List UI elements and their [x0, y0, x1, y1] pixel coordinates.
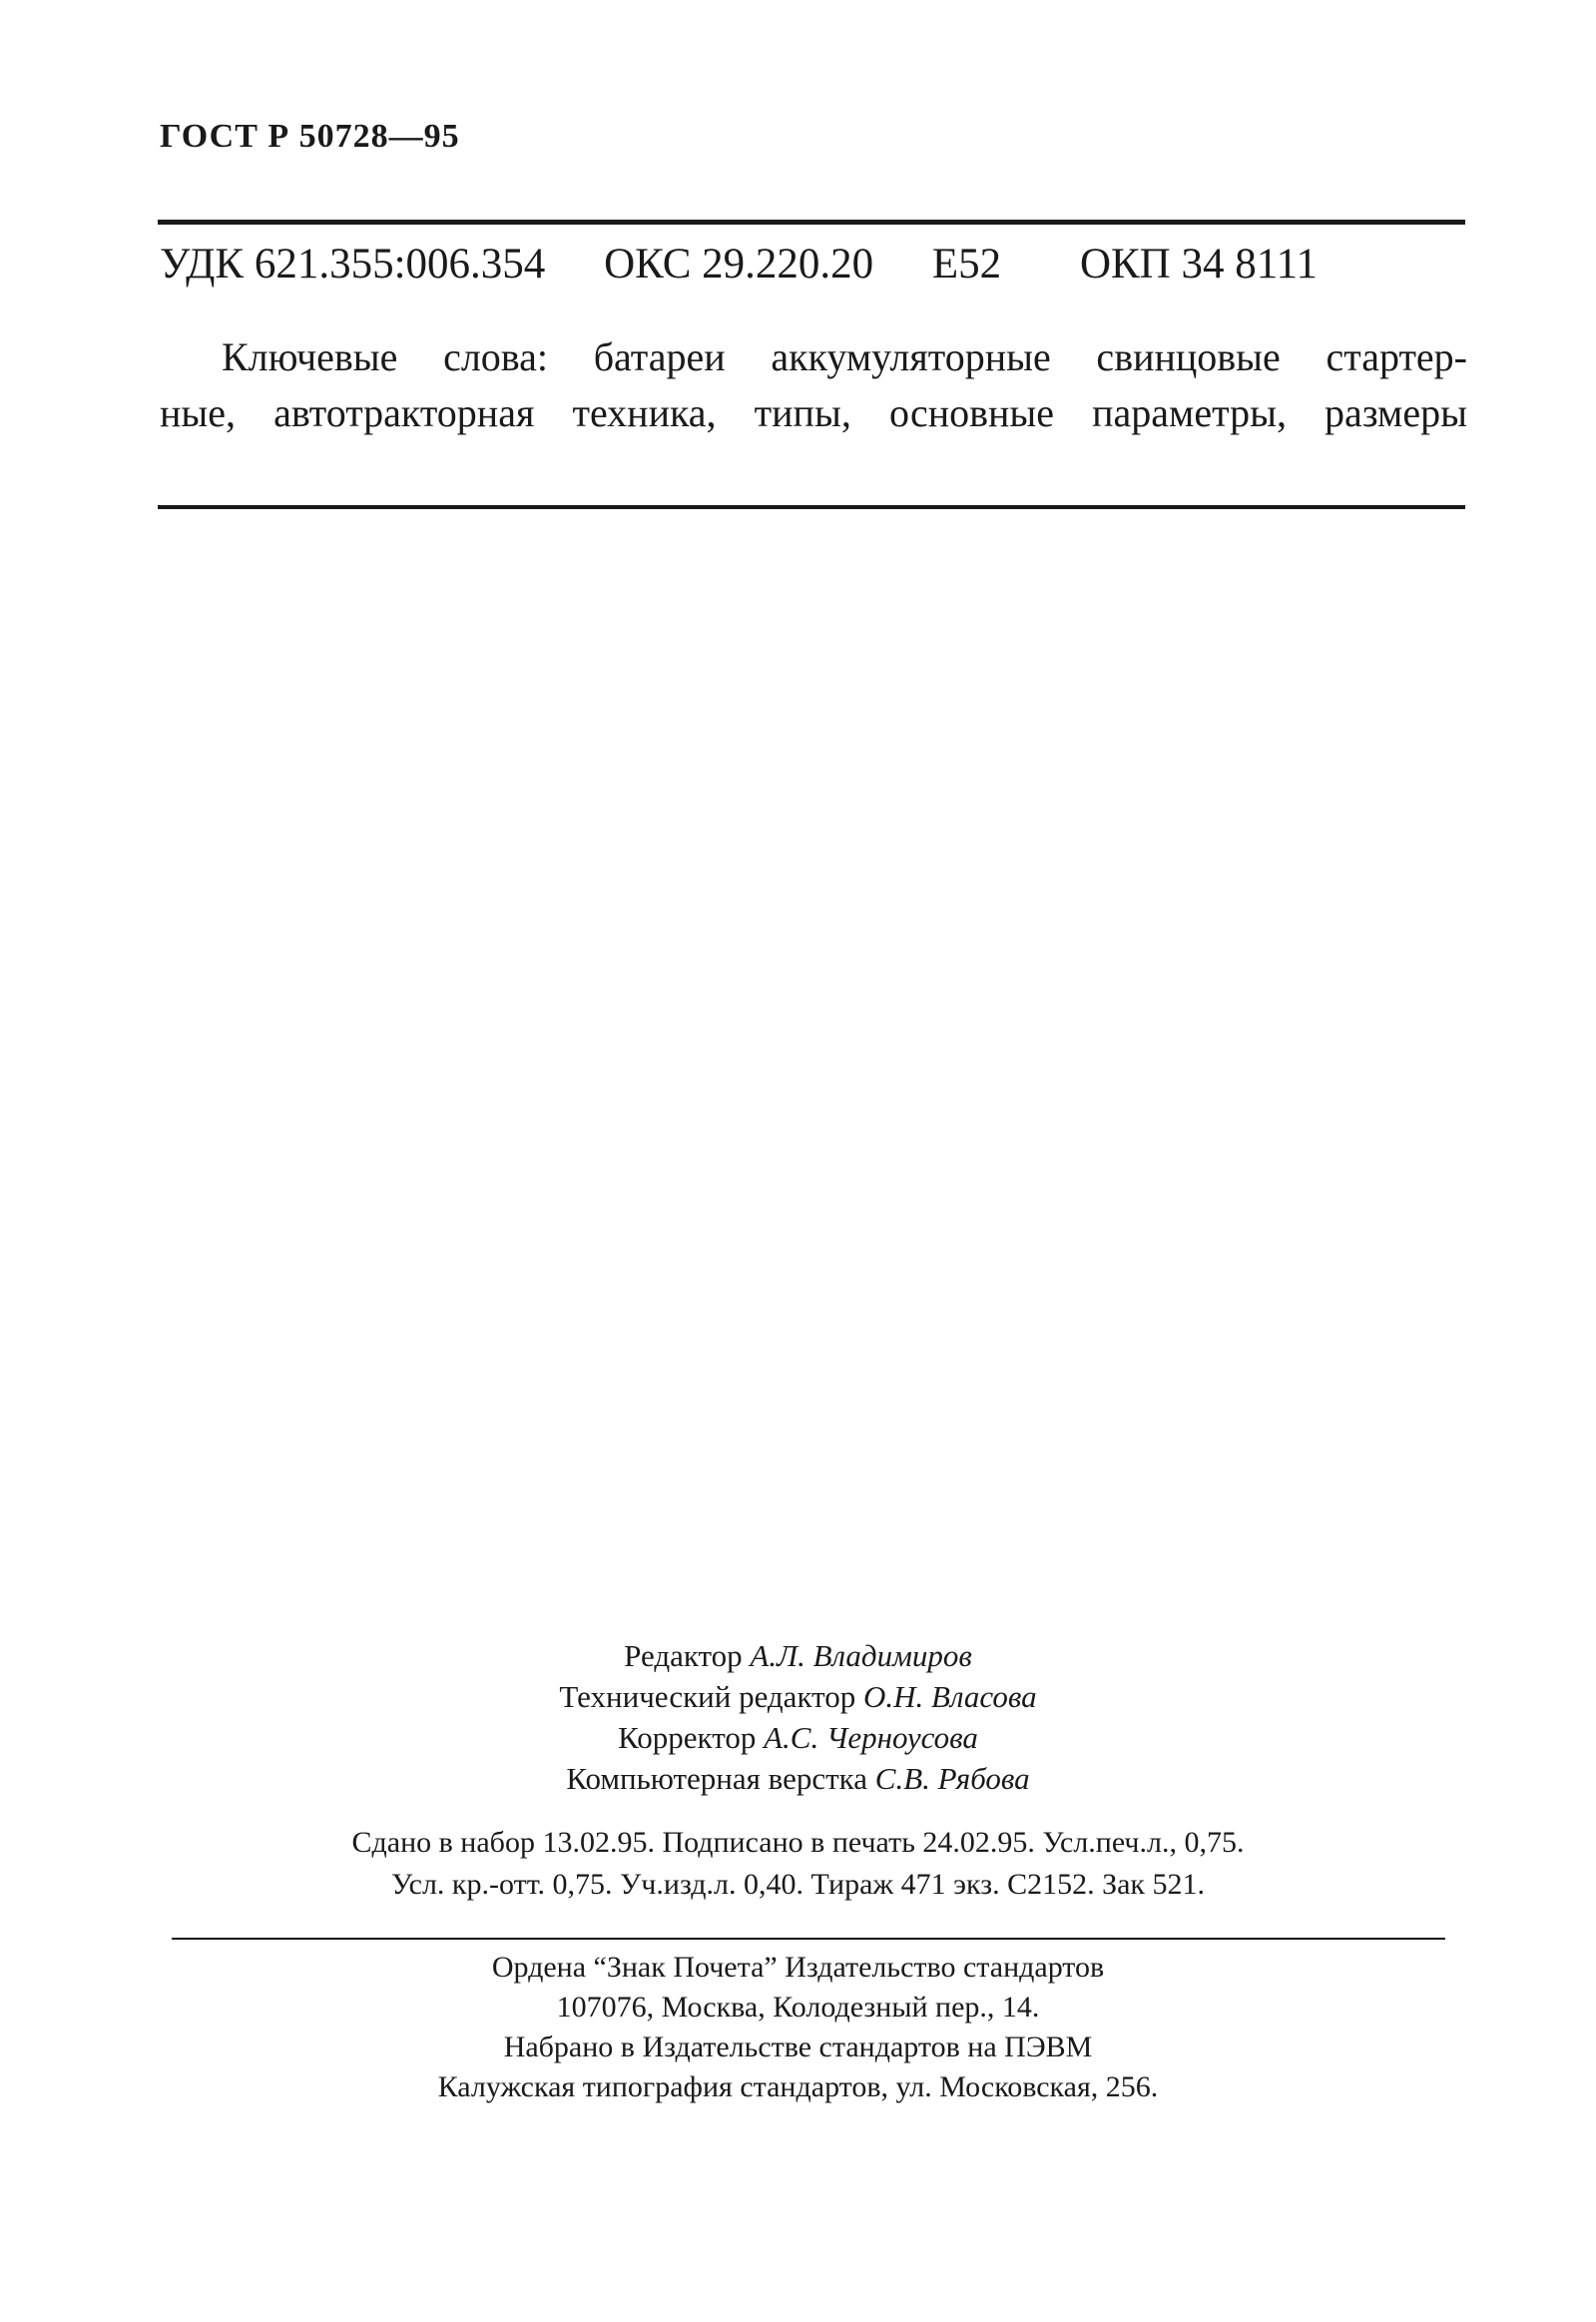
print-info-line-1: Сдано в набор 13.02.95. Подписано в печать 24.02.95. Усл.печ.л., 0,75.: [351, 1826, 1245, 1859]
credit-editor: [0, 1635, 1596, 1676]
credit-role: Компьютерная верстка: [566, 1761, 868, 1796]
bottom-rule: [172, 1938, 1445, 1940]
udk-code: УДК 621.355:006.354: [160, 241, 546, 288]
document-code: ГОСТ Р 50728—95: [160, 118, 460, 155]
oks-code: ОКС 29.220.20: [604, 241, 874, 288]
credit-role: Технический редактор: [559, 1679, 856, 1714]
classifier-codes: [160, 240, 1467, 289]
credit-person: А.С. Черноусова: [764, 1720, 978, 1755]
credit-tech-editor: [0, 1676, 1596, 1717]
credit-layout: [0, 1758, 1596, 1799]
publisher-line-2: 107076, Москва, Колодезный пер., 14.: [556, 1991, 1040, 2024]
credit-proofreader: [0, 1717, 1596, 1758]
credit-role: Редактор: [624, 1638, 743, 1673]
okp-code: ОКП 34 8111: [1079, 241, 1319, 288]
credit-person: С.В. Рябова: [874, 1761, 1030, 1796]
credits-block: [0, 1635, 1596, 1799]
credit-person: О.Н. Власова: [863, 1679, 1037, 1714]
credit-role: Корректор: [618, 1720, 757, 1755]
publisher-line-3: Набрано в Издательстве стандартов на ПЭВМ: [503, 2031, 1093, 2063]
keywords-line-2: ные, автотракторная техника, типы, основные параметры, размеры: [160, 390, 1467, 435]
group-code: Е52: [931, 241, 1002, 288]
top-rule: [158, 220, 1465, 225]
publisher-line-4: Калужская типография стандартов, ул. Московская, 256.: [437, 2070, 1159, 2103]
middle-rule: [158, 505, 1465, 509]
keywords-paragraph: [160, 329, 1467, 441]
credit-person: А.Л. Владимиров: [750, 1638, 972, 1673]
publisher-line-1: Ордена “Знак Почета” Издательство стандартов: [491, 1951, 1105, 1984]
print-info-block: [0, 1822, 1596, 1906]
publisher-block: [0, 1948, 1596, 2107]
keywords-line-1: Ключевые слова: батареи аккумуляторные свинцовые стартер-: [222, 334, 1467, 379]
print-info-line-2: Усл. кр.-отт. 0,75. Уч.изд.л. 0,40. Тираж 471 экз. С2152. Зак 521.: [391, 1868, 1205, 1901]
